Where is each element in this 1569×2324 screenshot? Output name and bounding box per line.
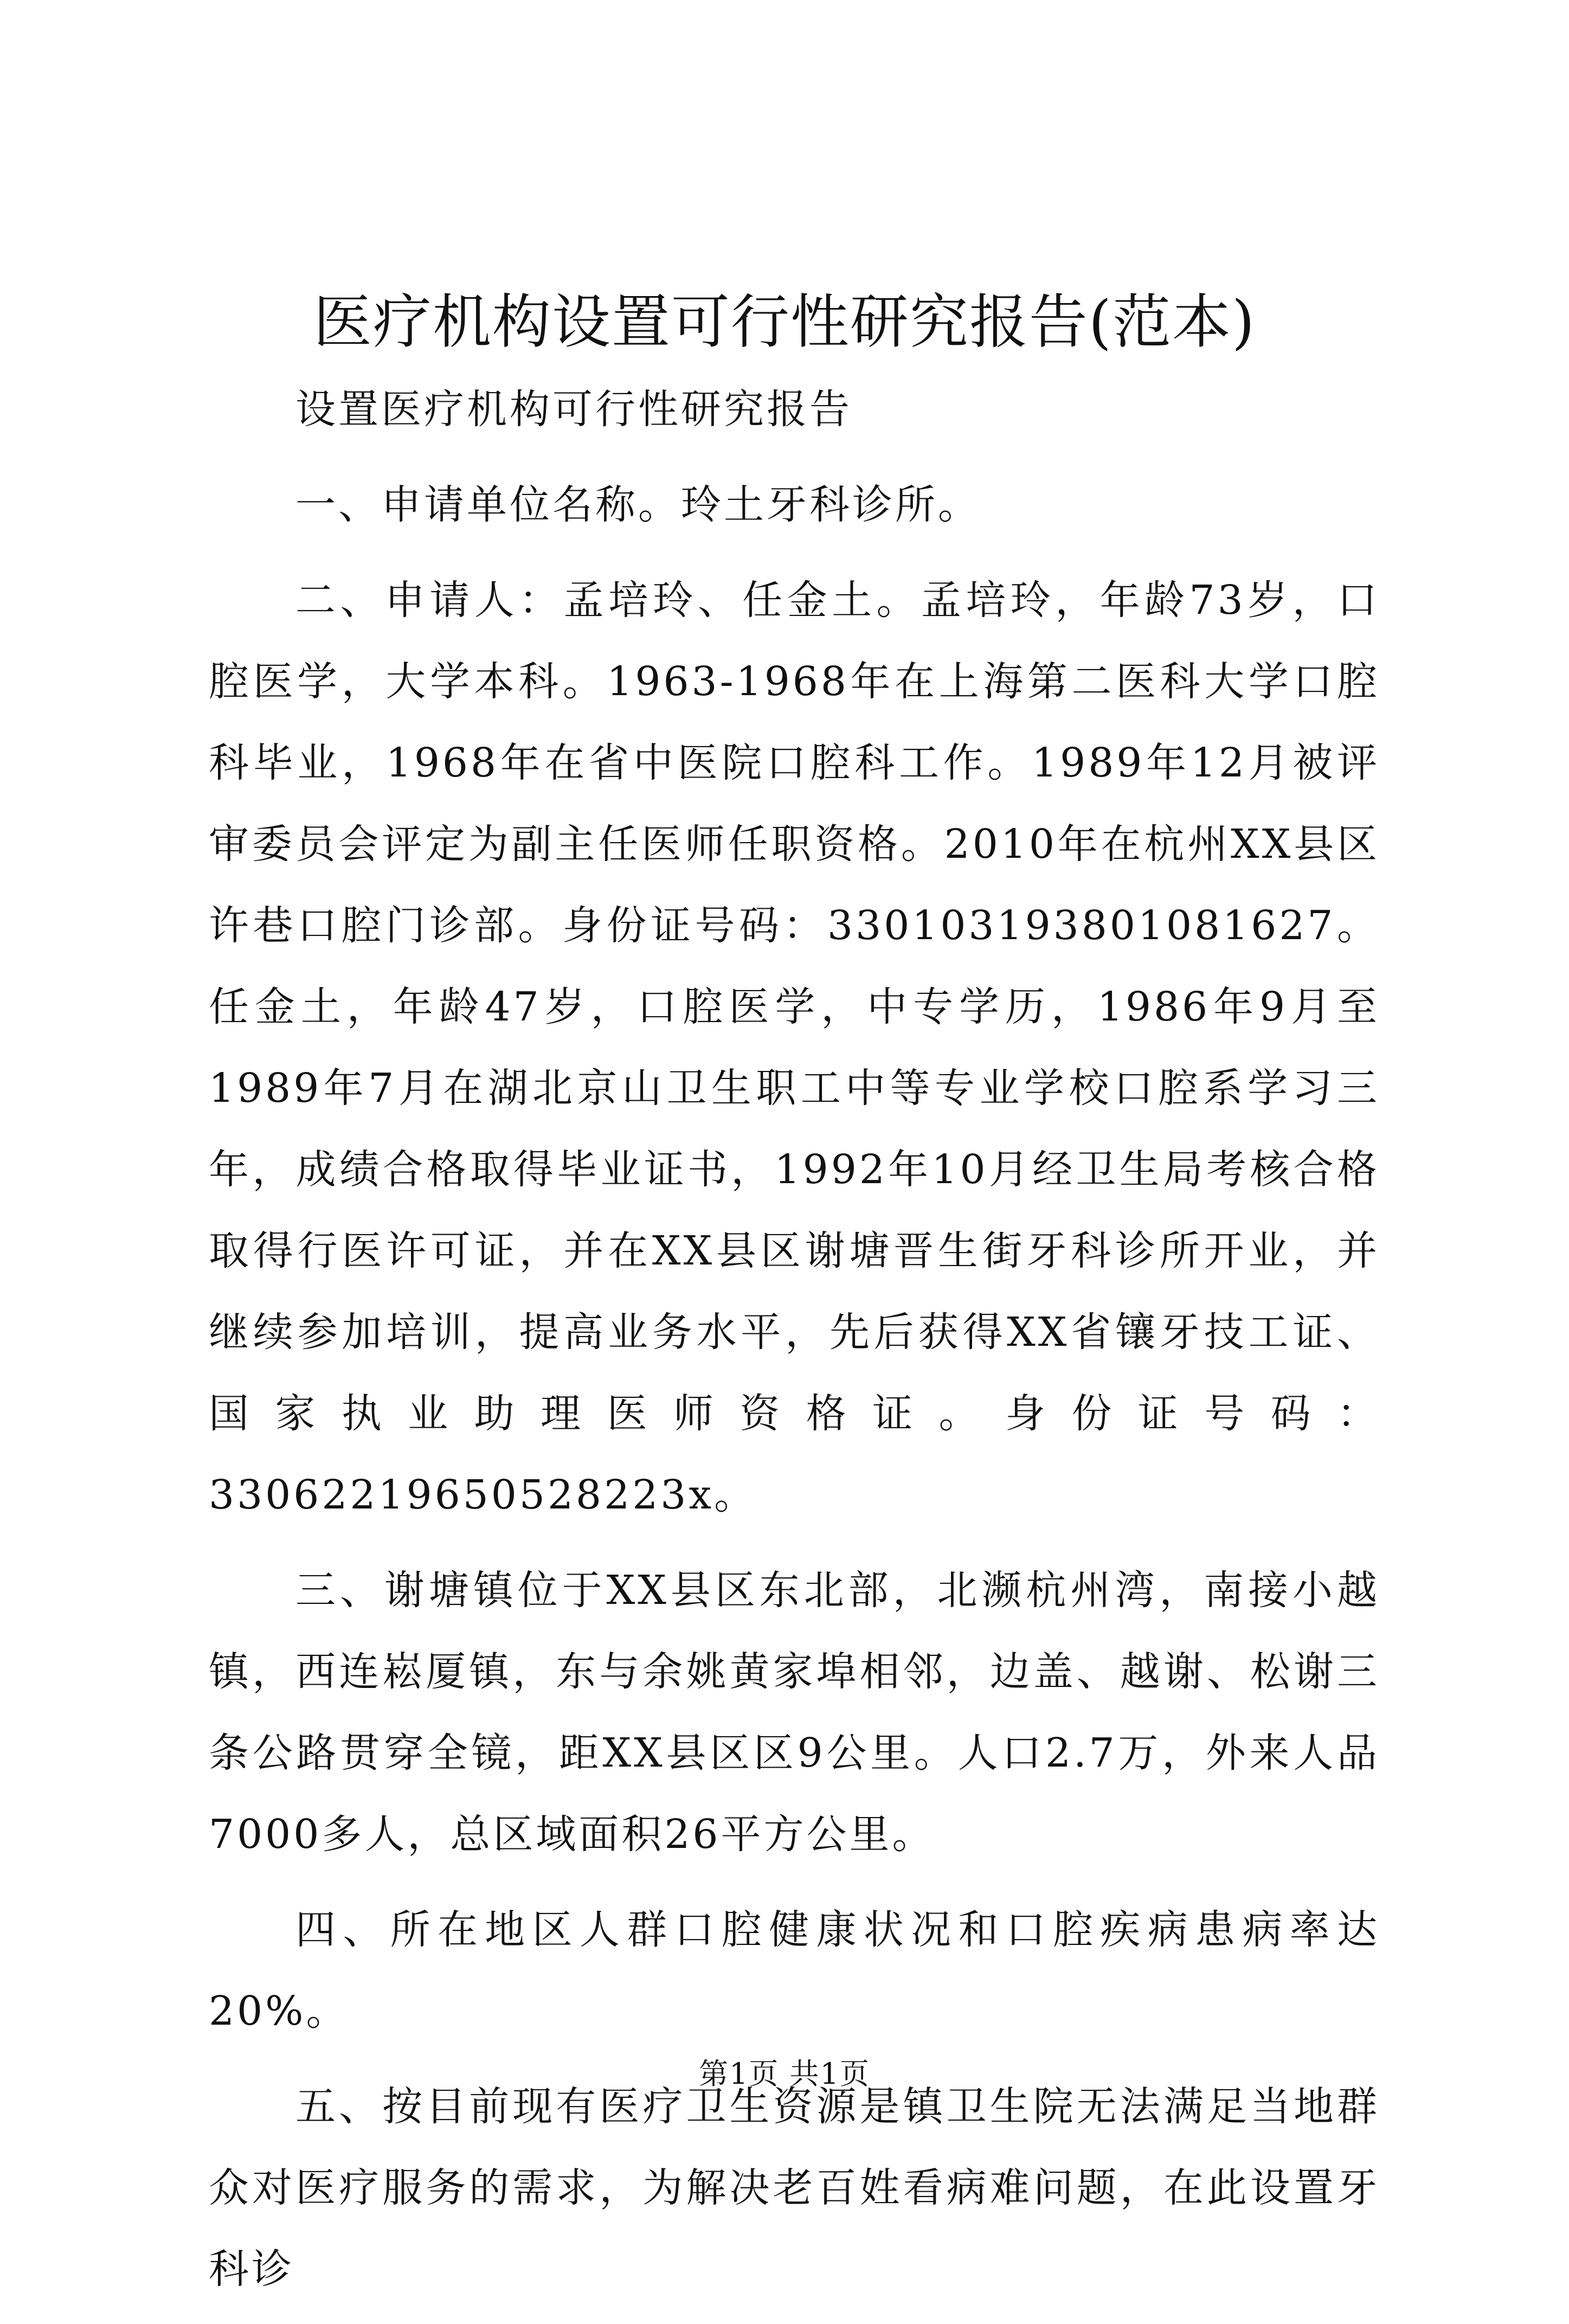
document-body: [209, 369, 1380, 2324]
document-title: 医疗机构设置可行性研究报告(范本): [313, 288, 1256, 356]
body-paragraph-location: 三、谢塘镇位于XX县区东北部，北濒杭州湾，南接小越镇，西连崧厦镇，东与余姚黄家埠相邻，边盖、越谢、松谢三条公路贯穿全镜，距XX县区区9公里。人口2.7万，外来人品7000多人，总区域面积26平方公里。: [209, 1567, 1380, 1858]
body-paragraph-applicant-name: 一、申请单位名称。玲土牙科诊所。: [295, 482, 981, 528]
body-paragraph-applicants: 二、申请人：孟培玲、任金土。孟培玲，年龄73岁，口腔医学，大学本科。1963-1968年在上海第二医科大学口腔科毕业，1968年在省中医院口腔科工作。1989年12月被评审委员会评定为副主任医师任职资格。2010年在杭州XX县区许巷口腔门诊部。身份证号码：330103193801081627。任金土，年龄47岁，口腔医学，中专学历，1986年9月至1989年7月在湖北京山卫生职工中等专业学校口腔系学习三年，成绩合格取得毕业证书，1992年10月经卫生局考核合格取得行医许可证，并在XX县区谢塘晋生街牙科诊所开业，并继续参加培训，提高业务水平，先后获得XX省镶牙技工证、国家执业助理医师资格证。身份证号码：33062219650528223x。: [209, 577, 1380, 1518]
body-paragraph-health-status: 四、所在地区人群口腔健康状况和口腔疾病患病率达20%。: [209, 1906, 1380, 2034]
page-footer: 第1页 共1页: [699, 2057, 870, 2091]
body-paragraph-resources: 五、按目前现有医疗卫生资源是镇卫生院无法满足当地群众对医疗服务的需求，为解决老百姓看病难问题，在此设置牙科诊: [209, 2083, 1380, 2293]
body-paragraph-subtitle: 设置医疗机构可行性研究报告: [295, 386, 852, 433]
